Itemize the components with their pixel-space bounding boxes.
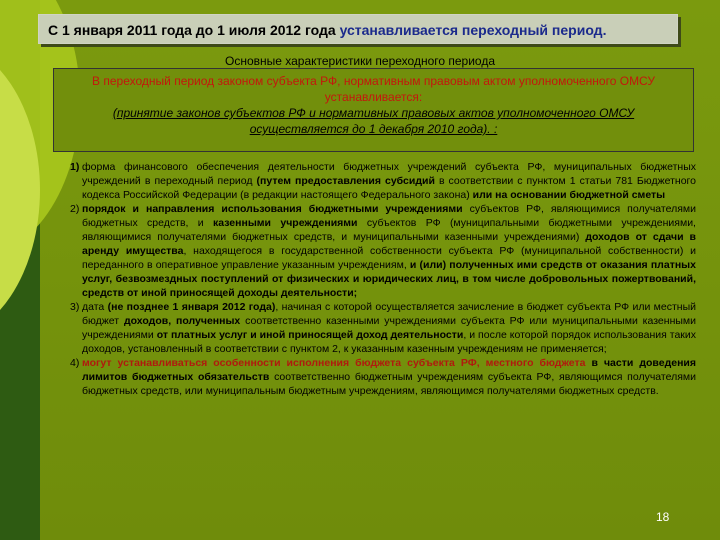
item-text-bold: в части доведения лимитов бюджетных обязательств [82, 357, 696, 383]
item-text-bold: от платных услуг и иной приносящей доход деятельности [156, 329, 464, 341]
title-part-1: С 1 января 2011 года до 1 июля 2012 года [48, 22, 340, 38]
intro-line-2: (принятие законов субъектов РФ и нормативных правовых актов уполномоченного ОМСУ осуществляется до 1 декабря 2010 года). : [112, 106, 635, 136]
intro-box [53, 68, 694, 152]
item-number: 1) [70, 161, 80, 173]
item-text: дата [82, 301, 108, 313]
item-text-bold: доходов, полученных [123, 315, 241, 327]
item-text-bold: доходов от сдачи в аренду имущества [82, 231, 697, 257]
item-text-red: могут устанавливаться особенности исполнения бюджета субъекта РФ, местного бюджета [82, 357, 586, 369]
item-text: соответственно казенными учреждениями субъекта РФ или муниципальными казенными учреждениями [82, 315, 696, 341]
item-text: , и после которой порядок использования таких доходов, установленный в соответствии с пунктом 2, к указанным казенным учреждениям не применяется; [82, 329, 697, 355]
item-text-bold: и (или) полученных ими средств от оказания платных услуг, безвозмездных поступлений от физических и юридических лиц, в том числе добровольных пожертвований, средств от иной приносящей доходы деятельности; [82, 259, 696, 299]
slide-subtitle: Основные характеристики переходного периода [224, 54, 496, 68]
slide-title [48, 22, 678, 38]
item-number: 2) [70, 203, 80, 215]
page-number: 18 [656, 510, 670, 524]
list-item [56, 160, 696, 202]
item-text-bold: (не позднее 1 января 2012 года) [107, 301, 276, 313]
item-text: форма финансового обеспечения деятельности бюджетных учреждений субъекта РФ, муниципальных бюджетных учреждений в переходный период [82, 161, 696, 187]
item-text-bold: или на основании бюджетной сметы [472, 189, 666, 201]
title-part-2: устанавливается переходный период. [339, 22, 607, 38]
item-text: соответственно бюджетным учреждениям субъекта РФ, являющимся получателями бюджетных средств, или муниципальным бюджетным учреждениям, являющимся получателями бюджетных средств. [82, 371, 696, 397]
item-text-bold: (путем предоставления субсидий [256, 175, 435, 187]
item-text: , находящегося в государственной собственности субъекта РФ (муниципальной собственности) и переданного в оперативное управление указанным учреждениям, [82, 245, 696, 271]
item-text-bold: казенными учреждениями [213, 217, 358, 229]
item-text-bold: порядок и направления использования бюджетными учреждениями [82, 203, 463, 215]
item-text: субъектов РФ, являющимися получателями бюджетных средств, и [82, 203, 696, 229]
item-number: 3) [70, 301, 80, 313]
list-item [56, 356, 696, 398]
item-number: 4) [70, 357, 80, 369]
item-text: в соответствии с пунктом 1 статьи 781 Бюджетного кодекса Российской Федерации (в редакции настоящего Федерального закона) [82, 175, 696, 201]
list-item [56, 300, 696, 356]
intro-line-1: В переходный период законом субъекта РФ, нормативным правовым актом уполномоченного ОМСУ устанавливается: [92, 74, 655, 104]
list-item [56, 202, 696, 300]
characteristics-list [56, 160, 696, 488]
item-text: субъектов РФ (муниципальными бюджетными учреждениями, являющимися получателями бюджетных средств, и муниципальными казенными учреждениями) [82, 217, 696, 243]
item-text: , начиная с которой осуществляется зачисление в бюджет субъекта РФ или местный бюджет [82, 301, 696, 327]
